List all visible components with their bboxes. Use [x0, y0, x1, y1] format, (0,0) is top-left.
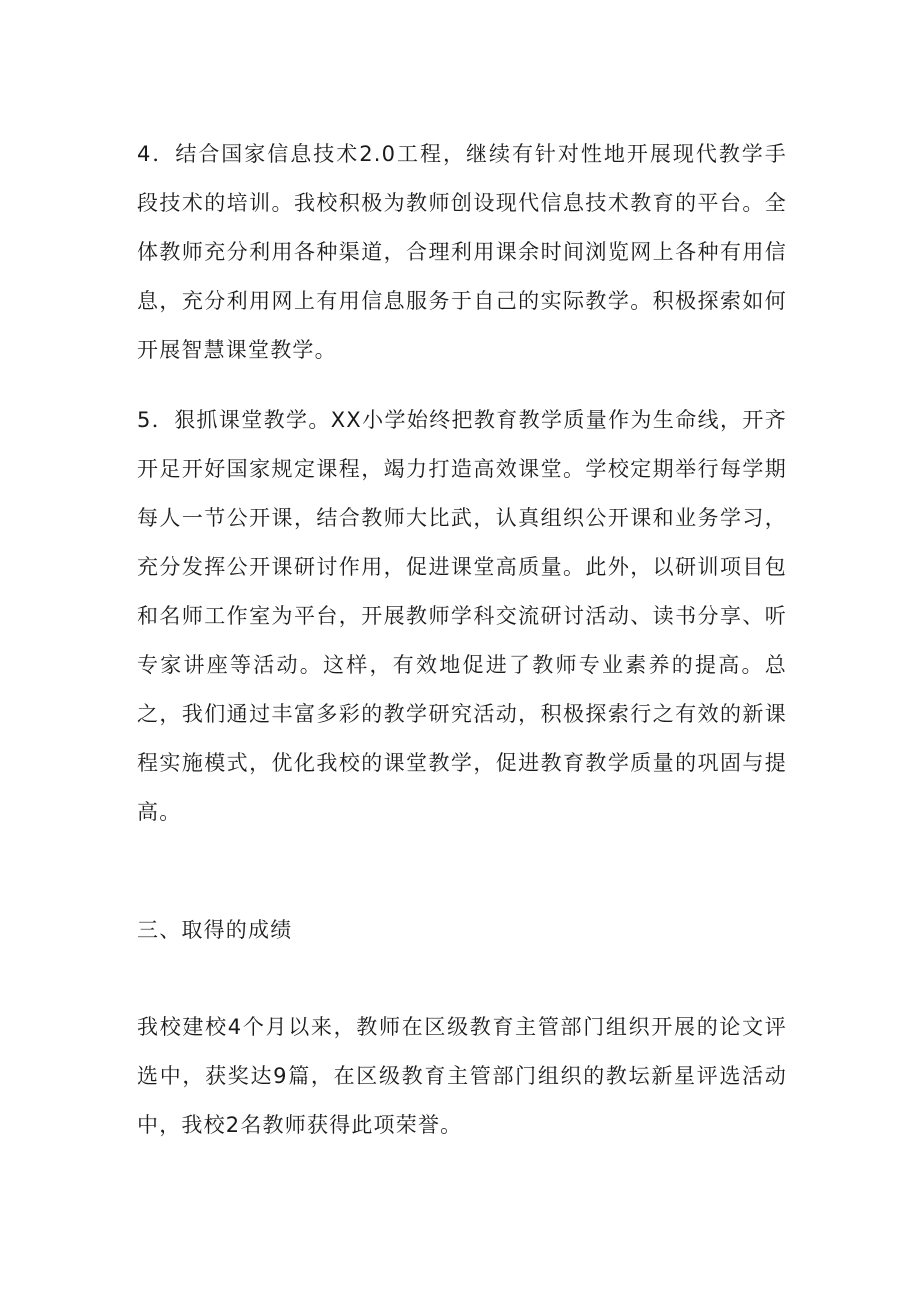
section-heading: 三、取得的成绩 [137, 918, 293, 942]
paragraph-item-4: 4．结合国家信息技术2.0工程，继续有针对性地开展现代教学手段技术的培训。我校积极为教师创设现代信息技术教育的平台。全体教师充分利用各种渠道，合理利用课余时间浏览网上各种有用信息，充分利用网上有用信息服务于自己的实际教学。积极探索如何开展智慧课堂教学。 [137, 142, 787, 362]
paragraph-item-5: 5．狠抓课堂教学。XX小学始终把教育教学质量作为生命线，开齐开足开好国家规定课程，竭力打造高效课堂。学校定期举行每学期每人一节公开课，结合教师大比武，认真组织公开课和业务学习，充分发挥公开课研讨作用，促进课堂高质量。此外，以研训项目包和名师工作室为平台，开展教师学科交流研讨活动、读书分享、听专家讲座等活动。这样，有效地促进了教师专业素养的提高。总之，我们通过丰富多彩的教学研究活动，积极探索行之有效的新课程实施模式，优化我校的课堂教学，促进教育教学质量的巩固与提高。 [137, 408, 787, 824]
achievements-paragraph: 我校建校4个月以来，教师在区级教育主管部门组织开展的论文评选中，获奖达9篇，在区级教育主管部门组织的教坛新星评选活动中，我校2名教师获得此项荣誉。 [137, 1015, 787, 1137]
